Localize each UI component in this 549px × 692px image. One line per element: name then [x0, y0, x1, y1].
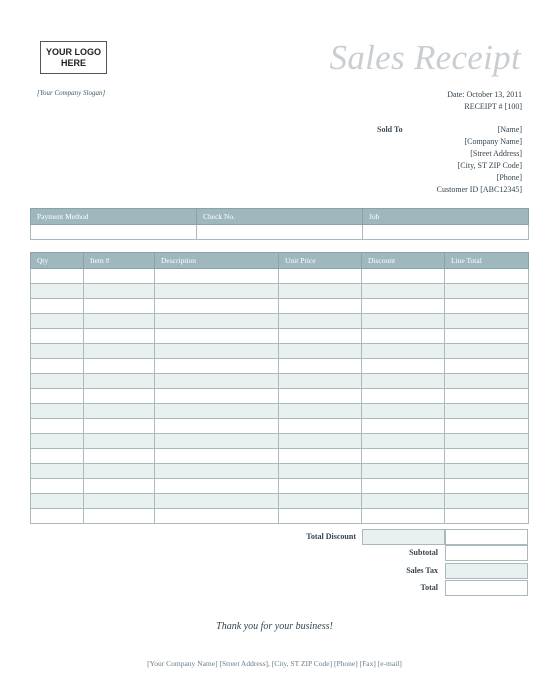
discount-cell[interactable]	[362, 404, 445, 419]
discount-cell[interactable]	[362, 494, 445, 509]
item-number-cell[interactable]	[84, 449, 155, 464]
item-number-cell[interactable]	[84, 299, 155, 314]
unit-price-cell[interactable]	[279, 419, 362, 434]
table-row	[31, 479, 529, 494]
table-row	[31, 344, 529, 359]
qty-cell[interactable]	[31, 374, 84, 389]
line-total-cell[interactable]	[445, 314, 529, 329]
table-row	[31, 464, 529, 479]
item-number-cell[interactable]	[84, 344, 155, 359]
unit-price-header: Unit Price	[279, 253, 362, 269]
table-row	[31, 374, 529, 389]
line-total-cell[interactable]	[445, 434, 529, 449]
description-cell[interactable]	[155, 374, 279, 389]
discount-cell[interactable]	[362, 434, 445, 449]
sold-to-customer-id: Customer ID [ABC12345]	[436, 185, 522, 194]
description-cell[interactable]	[155, 359, 279, 374]
line-items-body	[31, 269, 529, 524]
table-row	[31, 434, 529, 449]
line-total-cell[interactable]	[445, 464, 529, 479]
line-total-cell[interactable]	[445, 389, 529, 404]
item-number-cell[interactable]	[84, 464, 155, 479]
unit-price-cell[interactable]	[279, 494, 362, 509]
item-number-cell[interactable]	[84, 434, 155, 449]
item-number-cell[interactable]	[84, 509, 155, 524]
description-cell[interactable]	[155, 389, 279, 404]
item-number-cell[interactable]	[84, 269, 155, 284]
qty-cell[interactable]	[31, 299, 84, 314]
sold-to-street: [Street Address]	[470, 149, 522, 158]
job-cell[interactable]	[363, 225, 529, 240]
discount-cell[interactable]	[362, 284, 445, 299]
qty-cell[interactable]	[31, 284, 84, 299]
discount-cell[interactable]	[362, 389, 445, 404]
discount-cell[interactable]	[362, 314, 445, 329]
table-row	[31, 494, 529, 509]
line-total-header: Line Total	[445, 253, 529, 269]
sold-to-company: [Company Name]	[464, 137, 522, 146]
discount-cell[interactable]	[362, 509, 445, 524]
company-logo-placeholder: YOUR LOGO HERE	[40, 41, 107, 74]
unit-price-cell[interactable]	[279, 389, 362, 404]
item-number-cell[interactable]	[84, 494, 155, 509]
receipt-meta	[447, 89, 522, 113]
unit-price-cell[interactable]	[279, 344, 362, 359]
payment-method-cell[interactable]	[31, 225, 197, 240]
description-cell[interactable]	[155, 299, 279, 314]
description-cell[interactable]	[155, 479, 279, 494]
table-row	[31, 284, 529, 299]
table-row	[31, 269, 529, 284]
table-row	[31, 225, 529, 240]
qty-cell[interactable]	[31, 359, 84, 374]
table-row	[31, 389, 529, 404]
description-cell[interactable]	[155, 329, 279, 344]
sales-tax-field[interactable]	[445, 563, 528, 579]
discount-cell[interactable]	[362, 449, 445, 464]
line-total-cell[interactable]	[445, 404, 529, 419]
payment-method-header: Payment Method	[31, 209, 197, 225]
check-no-cell[interactable]	[197, 225, 363, 240]
description-cell[interactable]	[155, 494, 279, 509]
unit-price-cell[interactable]	[279, 314, 362, 329]
subtotal-field[interactable]	[445, 545, 528, 561]
document-title: Sales Receipt	[329, 38, 521, 77]
qty-cell[interactable]	[31, 329, 84, 344]
qty-cell[interactable]	[31, 464, 84, 479]
total-field[interactable]	[445, 580, 528, 596]
line-total-cell[interactable]	[445, 479, 529, 494]
qty-cell[interactable]	[31, 404, 84, 419]
item-number-cell[interactable]	[84, 419, 155, 434]
qty-cell[interactable]	[31, 419, 84, 434]
description-header: Description	[155, 253, 279, 269]
line-total-cell[interactable]	[445, 374, 529, 389]
item-number-cell[interactable]	[84, 329, 155, 344]
table-row	[31, 359, 529, 374]
company-slogan: [Your Company Slogan]	[37, 89, 106, 97]
check-no-header: Check No.	[197, 209, 363, 225]
total-label: Total	[420, 583, 438, 592]
item-number-cell[interactable]	[84, 479, 155, 494]
qty-cell[interactable]	[31, 269, 84, 284]
job-header: Job	[363, 209, 529, 225]
payment-table	[30, 208, 529, 240]
line-total-cell[interactable]	[445, 329, 529, 344]
sold-to-city: [City, ST ZIP Code]	[457, 161, 522, 170]
qty-cell[interactable]	[31, 434, 84, 449]
unit-price-cell[interactable]	[279, 404, 362, 419]
discount-cell[interactable]	[362, 329, 445, 344]
line-total-cell[interactable]	[445, 449, 529, 464]
line-total-cell[interactable]	[445, 359, 529, 374]
item-number-cell[interactable]	[84, 374, 155, 389]
line-total-cell[interactable]	[445, 494, 529, 509]
table-row	[31, 314, 529, 329]
table-row	[31, 419, 529, 434]
table-row	[31, 299, 529, 314]
discount-cell[interactable]	[362, 464, 445, 479]
qty-cell[interactable]	[31, 344, 84, 359]
unit-price-cell[interactable]	[279, 329, 362, 344]
description-cell[interactable]	[155, 434, 279, 449]
receipt-number: RECEIPT # [100]	[464, 102, 522, 111]
item-number-cell[interactable]	[84, 389, 155, 404]
sold-to-phone: [Phone]	[496, 173, 522, 182]
unit-price-cell[interactable]	[279, 464, 362, 479]
line-total-cell[interactable]	[445, 284, 529, 299]
line-total-cell[interactable]	[445, 344, 529, 359]
item-number-cell[interactable]	[84, 359, 155, 374]
qty-cell[interactable]	[31, 494, 84, 509]
item-number-cell[interactable]	[84, 284, 155, 299]
item-number-header: Item #	[84, 253, 155, 269]
total-discount-linetotal-field[interactable]	[445, 529, 528, 545]
discount-cell[interactable]	[362, 419, 445, 434]
unit-price-cell[interactable]	[279, 509, 362, 524]
discount-cell[interactable]	[362, 299, 445, 314]
discount-cell[interactable]	[362, 374, 445, 389]
qty-cell[interactable]	[31, 509, 84, 524]
unit-price-cell[interactable]	[279, 359, 362, 374]
subtotal-label: Subtotal	[409, 548, 438, 557]
total-discount-field[interactable]	[362, 529, 445, 545]
table-row	[31, 404, 529, 419]
description-cell[interactable]	[155, 269, 279, 284]
sold-to-label: Sold To	[377, 125, 403, 134]
description-cell[interactable]	[155, 314, 279, 329]
sold-to-block	[437, 124, 522, 196]
discount-cell[interactable]	[362, 344, 445, 359]
line-total-cell[interactable]	[445, 299, 529, 314]
discount-cell[interactable]	[362, 359, 445, 374]
description-cell[interactable]	[155, 449, 279, 464]
line-total-cell[interactable]	[445, 269, 529, 284]
table-row	[31, 449, 529, 464]
unit-price-cell[interactable]	[279, 374, 362, 389]
line-total-cell[interactable]	[445, 509, 529, 524]
thank-you-message: Thank you for your business!	[216, 621, 333, 632]
company-footer: [Your Company Name] [Street Address], [City, ST ZIP Code] [Phone] [Fax] [e-mail]	[147, 659, 402, 668]
discount-header: Discount	[362, 253, 445, 269]
description-cell[interactable]	[155, 464, 279, 479]
sales-tax-label: Sales Tax	[406, 566, 438, 575]
table-row	[31, 329, 529, 344]
unit-price-cell[interactable]	[279, 479, 362, 494]
unit-price-cell[interactable]	[279, 299, 362, 314]
description-cell[interactable]	[155, 404, 279, 419]
qty-header: Qty	[31, 253, 84, 269]
table-row	[31, 509, 529, 524]
qty-cell[interactable]	[31, 389, 84, 404]
description-cell[interactable]	[155, 419, 279, 434]
description-cell[interactable]	[155, 344, 279, 359]
discount-cell[interactable]	[362, 269, 445, 284]
sold-to-name: [Name]	[497, 125, 522, 134]
discount-cell[interactable]	[362, 479, 445, 494]
qty-cell[interactable]	[31, 314, 84, 329]
unit-price-cell[interactable]	[279, 284, 362, 299]
description-cell[interactable]	[155, 509, 279, 524]
item-number-cell[interactable]	[84, 314, 155, 329]
receipt-date: Date: October 13, 2011	[447, 90, 522, 99]
unit-price-cell[interactable]	[279, 269, 362, 284]
qty-cell[interactable]	[31, 449, 84, 464]
line-items-table	[30, 252, 529, 524]
description-cell[interactable]	[155, 284, 279, 299]
unit-price-cell[interactable]	[279, 434, 362, 449]
unit-price-cell[interactable]	[279, 449, 362, 464]
total-discount-label: Total Discount	[306, 532, 356, 541]
line-total-cell[interactable]	[445, 419, 529, 434]
qty-cell[interactable]	[31, 479, 84, 494]
item-number-cell[interactable]	[84, 404, 155, 419]
